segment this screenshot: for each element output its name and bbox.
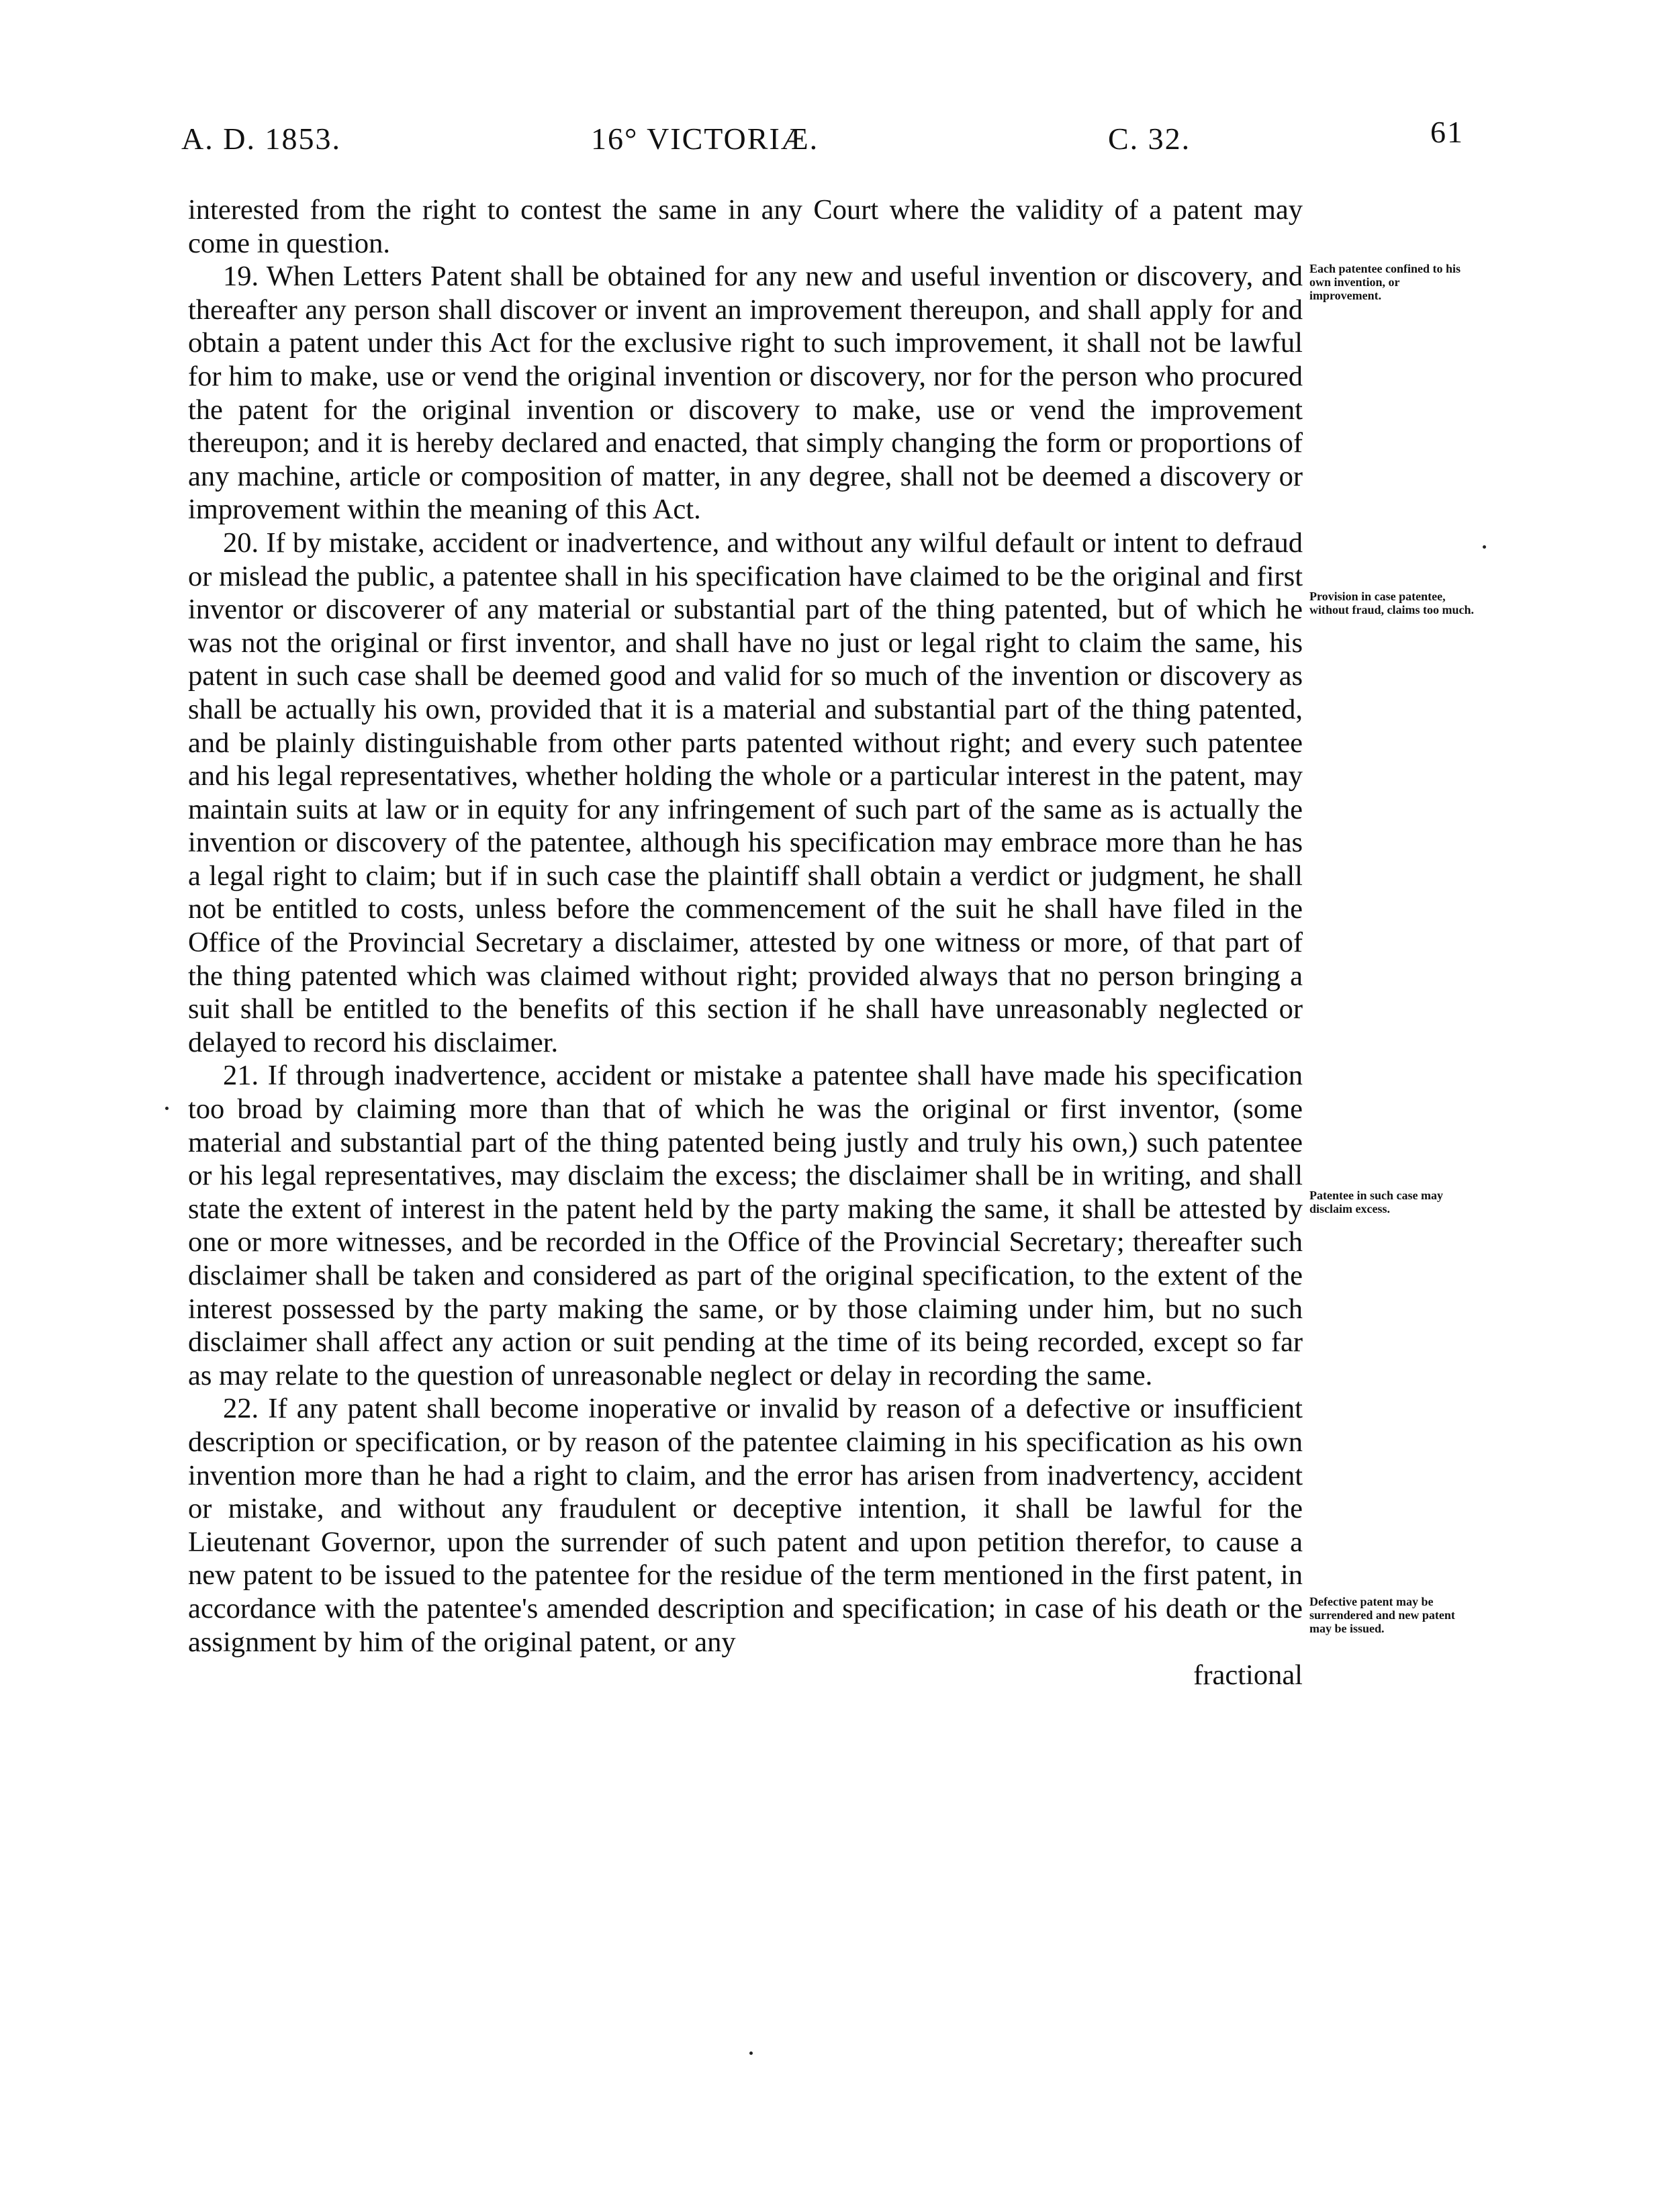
print-speck [1483,545,1486,549]
margin-note-section-21: Patentee in such case may disclaim excess. [1309,1189,1443,1215]
catchword: fractional [1193,1659,1303,1692]
margin-note-section-20: Provision in case patentee, without fraud, claims too much. [1309,590,1475,616]
section-19: 19. When Letters Patent shall be obtained for any new and useful invention or discovery, and thereafter any person shall discover or invent an improvement thereupon, and shall apply for and obtain a patent under this Act for the exclusive right to such improvement, it shall not be lawful for him to make, use or vend the original invention or discovery, nor for the person who procured the patent for the original invention or discovery to make, use or vend the improvement thereupon; and it is hereby declared and enacted, that simply changing the form or proportions of any machine, article or composition of matter, in any degree, shall not be deemed a discovery or improvement within the meaning of this Act. [188,261,1303,526]
print-speck [749,2052,753,2055]
header-year: A. D. 1853. [181,122,341,156]
section-21: 21. If through inadvertence, accident or mistake a patentee shall have made his specification too broad by claiming more than that of which he was the original or first inventor, (some material and substantial part of the thing patented being justly and truly his own,) such patentee or his legal representatives, may disclaim the excess; the disclaimer shall be in writing, and shall state the extent of interest in the patent held by the party making the same, it shall be attested by one or more witnesses, and be recorded in the Office of the Provincial Secretary; thereafter such disclaimer shall be taken and considered as part of the original specification, to the extent of the interest possessed by the party making the same, or by those claiming under him, but no such disclaimer shall affect any action or suit pending at the time of its being recorded, except so far as may relate to the question of unreasonable neglect or delay in recording the same. [188,1060,1303,1391]
header-chapter: C. 32. [1108,122,1191,156]
print-speck [165,1107,169,1110]
running-header [181,115,1464,168]
page-number: 61 [1430,115,1464,149]
margin-note-section-22: Defective patent may be surrendered and new patent may be issued. [1309,1595,1455,1635]
paragraph-continuation: interested from the right to contest the same in any Court where the validity of a patent may come in question. [188,194,1303,259]
margin-note-section-19: Each patentee confined to his own invention, or improvement. [1309,262,1461,302]
header-reign: 16° VICTORIÆ. [591,122,819,156]
section-22: 22. If any patent shall become inoperative or invalid by reason of a defective or insufficient description or specification, or by reason of the patentee claiming in his specification as his own invention more than he had a right to claim, and the error has arisen from inadvertency, accident or mistake, and without any fraudulent or deceptive intention, it shall be lawful for the Lieutenant Governor, upon the surrender of such patent and upon petition therefor, to cause a new patent to be issued to the patentee for the residue of the term mentioned in the first patent, in accordance with the patentee's amended description and specification; in case of his death or the assignment by him of the original patent, or any [188,1393,1303,1658]
statute-body [188,193,1303,1692]
section-20: 20. If by mistake, accident or inadvertence, and without any wilful default or intent to defraud or mislead the public, a patentee shall in his specification have claimed to be the original and first inventor or discoverer of any material or substantial part of the thing patented, but of which he was not the original or first inventor, and shall have no just or legal right to claim the same, his patent in such case shall be deemed good and valid for so much of the invention or discovery as shall be actually his own, provided that it is a material and substantial part of the thing patented, and be plainly distinguishable from other parts patented without right; and every such patentee and his legal representatives, whether holding the whole or a particular interest in the patent, may maintain suits at law or in equity for any infringement of such part of the same as is actually the invention or discovery of the patentee, although his specification may embrace more than he has a legal right to claim; but if in such case the plaintiff shall obtain a verdict or judgment, he shall not be entitled to costs, unless before the commencement of the suit he shall have filed in the Office of the Provincial Secretary a disclaimer, attested by one witness or more, of that part of the thing patented which was claimed without right; provided always that no person bringing a suit shall be entitled to the benefits of this section if he shall have unreasonably neglected or delayed to record his disclaimer. [188,526,1303,1058]
